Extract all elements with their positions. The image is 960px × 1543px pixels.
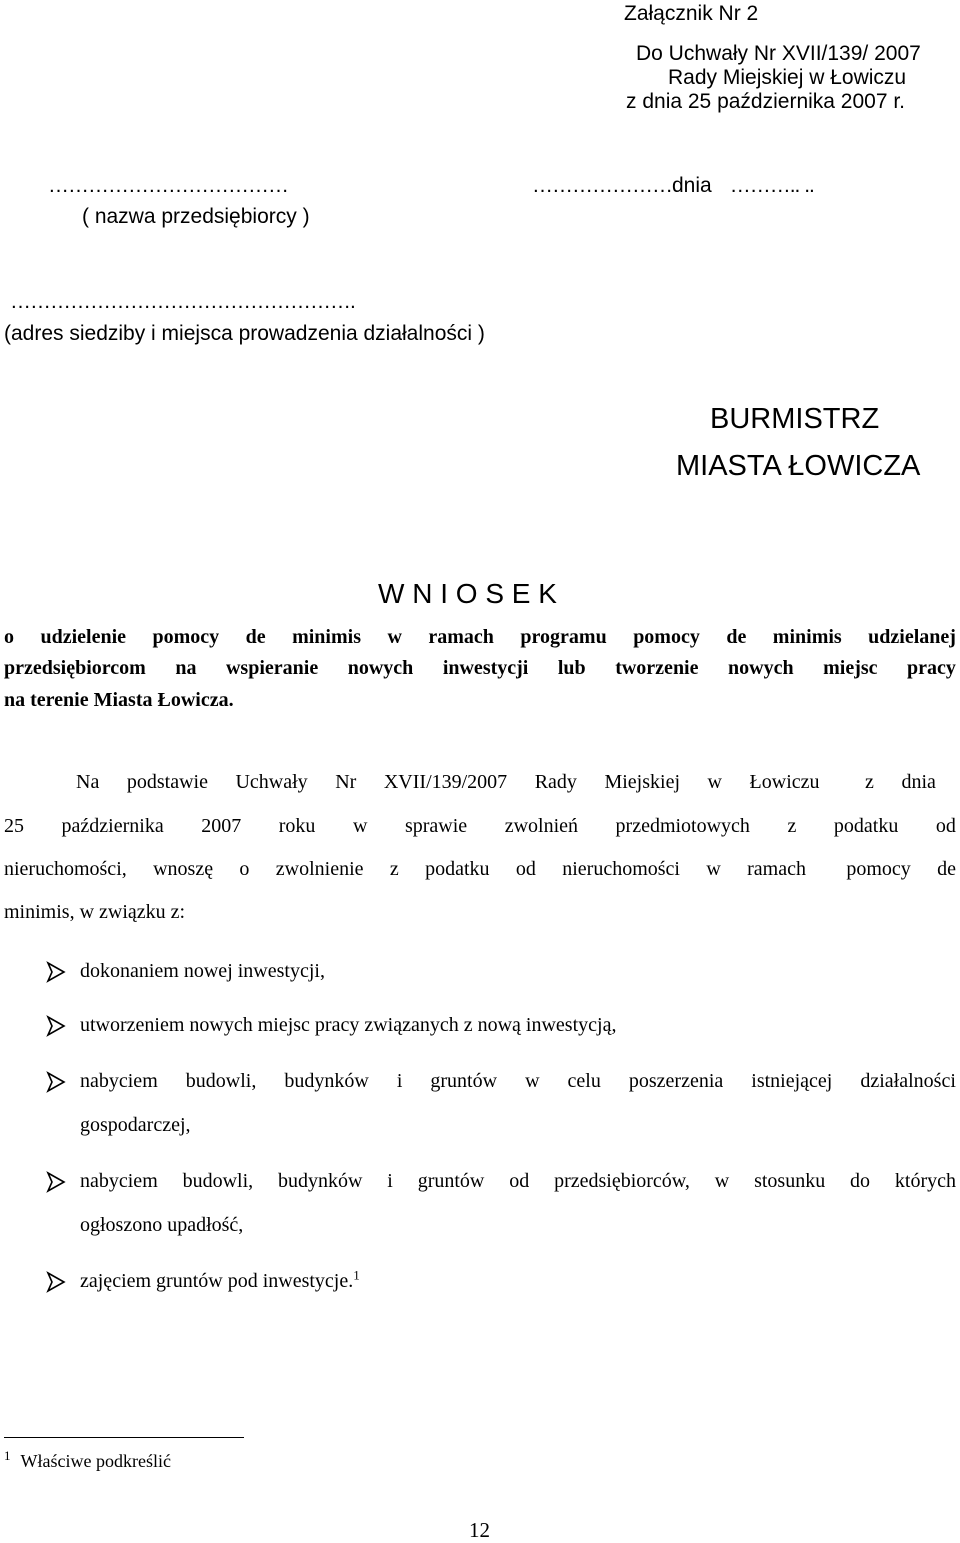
reason-word: do — [850, 1170, 871, 1192]
subject-word: minimis — [292, 626, 361, 648]
subject-word: minimis — [772, 626, 842, 648]
reason-item-5-text: zajęciem gruntów pod inwestycje. — [80, 1270, 354, 1292]
body-word: w — [706, 858, 721, 880]
resolution-date: z dnia 25 października 2007 r. — [626, 90, 906, 113]
reason-word: przedsiębiorców, — [554, 1170, 690, 1192]
body-word: zwolnienie — [275, 858, 364, 880]
reason-word: budowli, — [182, 1170, 254, 1192]
body-word: z — [787, 815, 797, 837]
subject-word: o — [4, 626, 14, 648]
reason-word: stosunku — [754, 1170, 826, 1192]
body-line-3 — [4, 857, 956, 881]
subject-line-2 — [4, 656, 956, 680]
address-field[interactable]: ……………………………………………. — [10, 290, 355, 313]
body-word: Na — [76, 771, 100, 793]
reason-word: budynków — [284, 1070, 369, 1092]
arrow-bullet-icon — [44, 1270, 68, 1294]
body-line-1 — [76, 770, 936, 794]
subject-line-3: na terenie Miasta Łowicza. — [4, 689, 234, 711]
subject-word: pomocy — [152, 626, 220, 648]
body-word: podatku — [425, 858, 490, 880]
subject-word: de — [726, 626, 747, 648]
reason-word: budowli, — [185, 1070, 257, 1092]
reason-item-1: dokonaniem nowej inwestycji, — [80, 960, 325, 982]
subject-word: inwestycji — [442, 657, 529, 679]
reason-word: gruntów — [430, 1070, 498, 1092]
reason-item-4-line-1 — [80, 1169, 956, 1193]
body-word: pomocy — [846, 858, 911, 880]
subject-word: lub — [557, 657, 586, 679]
body-word: 25 — [4, 815, 24, 837]
arrow-bullet-icon — [44, 1170, 68, 1194]
reason-word: istniejącej — [751, 1070, 833, 1092]
body-word: nieruchomości — [562, 858, 680, 880]
subject-word: ramach — [428, 626, 494, 648]
date-word: dnia — [672, 174, 712, 197]
body-word: XVII/139/2007 — [383, 771, 508, 793]
subject-word: miejsc — [823, 657, 878, 679]
subject-word: nowych — [728, 657, 794, 679]
resolution-reference: Do Uchwały Nr XVII/139/ 2007 — [636, 42, 921, 65]
footnote-reference[interactable]: 1 — [353, 1267, 360, 1283]
arrow-bullet-icon — [44, 960, 68, 984]
date-prefix-dots: ………………… — [532, 174, 672, 197]
reason-word: nabyciem — [80, 1170, 158, 1192]
footnote — [4, 1450, 171, 1472]
annex-title: Załącznik Nr 2 — [624, 2, 759, 25]
reason-word: w — [525, 1070, 540, 1092]
body-word: Uchwały — [235, 771, 308, 793]
reason-item-5 — [80, 1269, 360, 1293]
body-word: od — [935, 815, 956, 837]
body-line-4: minimis, w związku z: — [4, 901, 186, 923]
reason-word: w — [714, 1170, 730, 1192]
body-word: października — [61, 815, 164, 837]
reason-word: poszerzenia — [628, 1070, 724, 1092]
body-word: od — [515, 858, 536, 880]
subject-word: przedsiębiorcom — [4, 657, 146, 679]
subject-word: udzielanej — [868, 626, 956, 648]
subject-line-1 — [4, 625, 956, 649]
body-word: sprawie — [404, 815, 468, 837]
footnote-separator — [4, 1437, 244, 1438]
reason-item-2: utworzeniem nowych miejsc pracy związanych z nową inwestycją, — [80, 1014, 617, 1036]
body-word: podatku — [833, 815, 899, 837]
body-line-2 — [4, 814, 956, 838]
reason-word: celu — [567, 1070, 601, 1092]
body-word: z — [865, 771, 874, 793]
body-word: dnia — [901, 771, 936, 793]
reason-word: budynków — [278, 1170, 363, 1192]
subject-word: wspieranie — [225, 657, 319, 679]
subject-word: de — [245, 626, 266, 648]
date-suffix-dots: ……….. .. — [729, 174, 814, 197]
company-name-field[interactable]: ……………………………… — [48, 174, 288, 197]
footnote-mark: 1 — [4, 1448, 11, 1463]
body-word: Rady — [534, 771, 577, 793]
subject-word: udzielenie — [40, 626, 127, 648]
arrow-bullet-icon — [44, 1014, 68, 1038]
reason-item-4-line-2: ogłoszono upadłość, — [80, 1214, 244, 1236]
reason-item-3-line-1 — [80, 1069, 956, 1093]
body-word: nieruchomości, — [4, 858, 127, 880]
page-number: 12 — [469, 1518, 490, 1542]
subject-word: pracy — [907, 657, 956, 679]
body-word: Miejskiej — [604, 771, 681, 793]
subject-word: pomocy — [633, 626, 700, 648]
arrow-bullet-icon — [44, 1070, 68, 1094]
body-word: roku — [278, 815, 316, 837]
body-word: przedmiotowych — [615, 815, 750, 837]
subject-word: nowych — [347, 657, 414, 679]
body-word: 2007 — [201, 815, 242, 837]
reason-word: działalności — [860, 1070, 956, 1092]
date-field[interactable] — [532, 174, 814, 198]
address-label: (adres siedziby i miejsca prowadzenia działalności ) — [4, 322, 485, 345]
reason-word: od — [509, 1170, 530, 1192]
reason-word: gruntów — [417, 1170, 485, 1192]
council-name: Rady Miejskiej w Łowiczu — [668, 66, 907, 89]
body-word: Łowiczu — [749, 771, 820, 793]
body-word: w — [707, 771, 722, 793]
body-word: podstawie — [126, 771, 208, 793]
body-word: wnoszę — [153, 858, 214, 880]
body-word: ramach — [747, 858, 806, 880]
body-word: w — [352, 815, 368, 837]
body-word: zwolnień — [504, 815, 578, 837]
reason-word: których — [894, 1170, 956, 1192]
body-word: Nr — [335, 771, 357, 793]
subject-word: na — [175, 657, 197, 679]
body-word: o — [239, 858, 250, 880]
reason-word: i — [396, 1070, 403, 1092]
reason-word: nabyciem — [80, 1070, 158, 1092]
recipient-title: BURMISTRZ — [710, 403, 880, 435]
subject-word: tworzenie — [615, 657, 699, 679]
body-word: z — [389, 858, 399, 880]
footnote-text: Właściwe podkreślić — [20, 1451, 171, 1471]
reason-item-3-line-2: gospodarczej, — [80, 1114, 191, 1136]
subject-word: w — [387, 626, 402, 648]
reason-word: i — [387, 1170, 393, 1192]
application-heading: W N I O S E K — [378, 578, 557, 609]
subject-word: programu — [520, 626, 607, 648]
body-word: de — [937, 858, 956, 880]
recipient-city: MIASTA ŁOWICZA — [676, 450, 921, 482]
company-name-label: ( nazwa przedsiębiorcy ) — [82, 205, 310, 228]
